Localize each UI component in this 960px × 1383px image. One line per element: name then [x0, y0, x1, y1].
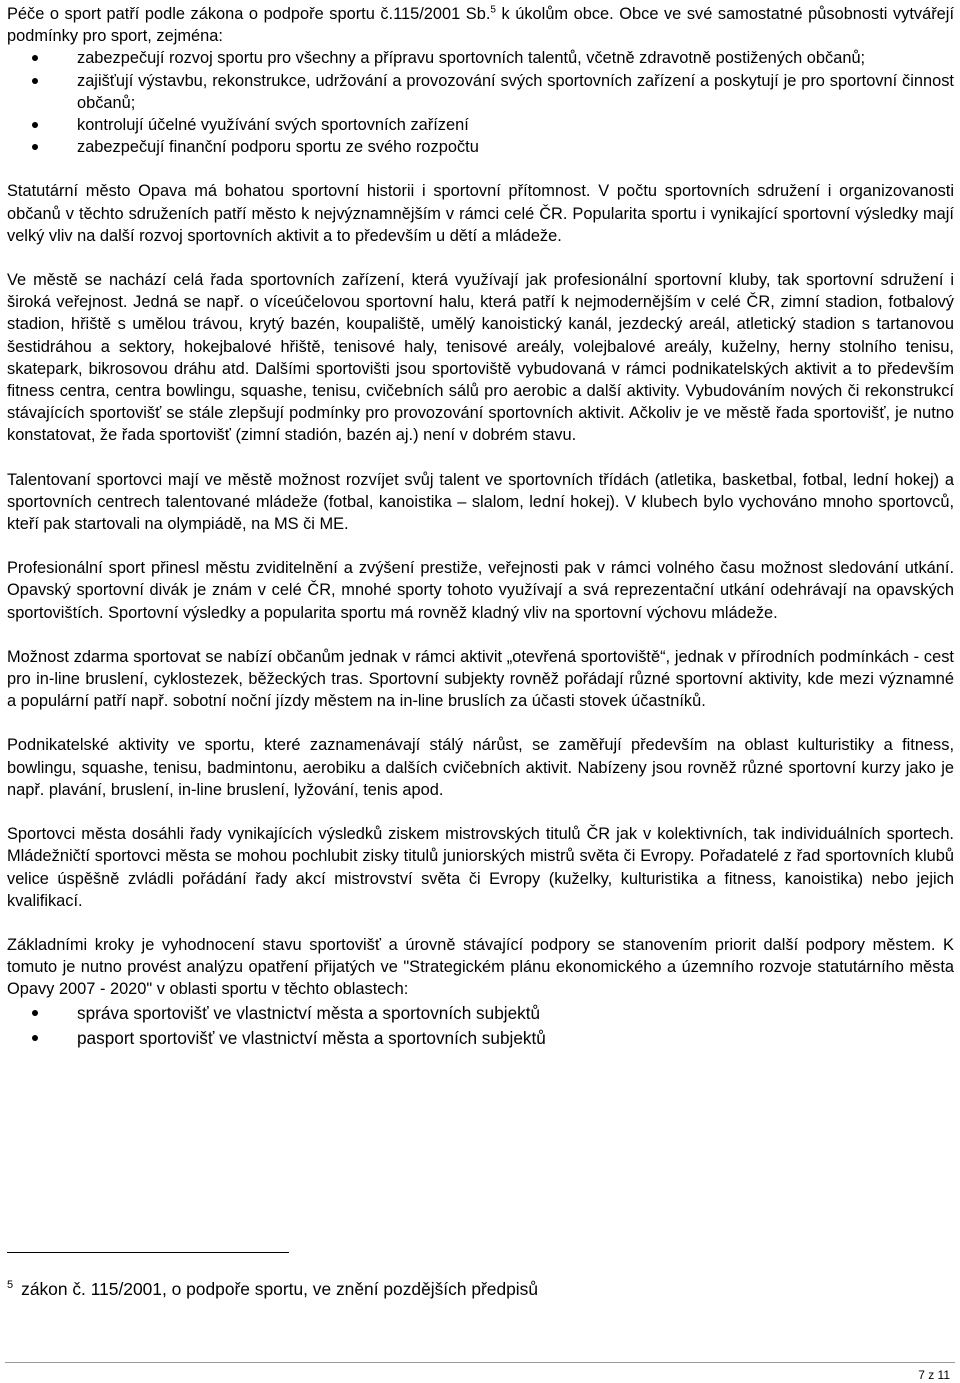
paragraph-spacer [7, 447, 954, 469]
bullet-icon [32, 122, 38, 128]
footer-divider [5, 1362, 955, 1363]
paragraph-history: Statutární město Opava má bohatou sportovní historii i sportovní přítomnost. V počtu sportovních sdružení i organizovanosti občanů v těchto sdruženích patří město k nejvýznamnějším v rámci celé ČR. Popularita sportu i vynikající sportovní výsledky mají velký vliv na další rozvoj sportovních aktivit a to především u dětí a mládeže. [7, 182, 954, 245]
list-item [7, 1026, 954, 1051]
list-item-text: zabezpečují finanční podporu sportu ze svého rozpočtu [77, 138, 479, 157]
bullet-icon [32, 144, 38, 150]
document-page [7, 0, 954, 1051]
footnote-divider [7, 1252, 289, 1253]
list-item-text: zabezpečují rozvoj sportu pro všechny a přípravu sportovních talentů, včetně zdravotně postižených občanů; [77, 49, 866, 68]
areas-list [7, 1001, 954, 1051]
list-item [7, 47, 954, 69]
footnote [7, 1278, 538, 1300]
paragraph-spacer [7, 624, 954, 646]
page-number: 7 z 11 [918, 1368, 950, 1382]
paragraph-results: Sportovci města dosáhli řady vynikajících výsledků ziskem mistrovských titulů ČR jak v kolektivních, tak individuálních sportech. Mládežničtí sportovci města se mohou pochlubit zisky titulů juniorských mistrů světa či Evropy. Pořadatelé z řad sportovních klubů velice úspěšně zvládli pořádání řady akcí mistrovství světa či Evropy (kuželky, kulturistika a fitness, kanoistika) nebo jejich kvalifikací. [7, 825, 954, 910]
intro-text-start: Péče o sport patří podle zákona o podpoře sportu č.115/2001 Sb. [7, 5, 491, 23]
list-item [7, 136, 954, 158]
paragraph-spacer [7, 535, 954, 557]
paragraph-spacer [7, 712, 954, 734]
list-item-text: správa sportovišť ve vlastnictví města a sportovních subjektů [77, 1002, 541, 1023]
bullet-icon [32, 1010, 38, 1016]
paragraph-free-sport: Možnost zdarma sportovat se nabízí občanům jednak v rámci aktivit „otevřená sportoviště“, jednak v přírodních podmínkách - cest pro in-line bruslení, cyklostezek, běžeckých tras. Sportovní subjekty rovněž pořádají různé sportovní aktivity, kde mezi významné a populární patří např. sobotní noční jízdy městem na in-line bruslích za účasti stovek účastníků. [7, 647, 954, 711]
footnote-text: zákon č. 115/2001, o podpoře sportu, ve znění pozdějších předpisů [21, 1279, 539, 1299]
paragraph-spacer [7, 247, 954, 269]
paragraph-steps: Základními kroky je vyhodnocení stavu sportovišť a úrovně stávající podpory se stanovením priorit další podpory městem. K tomuto je nutno provést analýzu opatření přijatých ve "Strategickém plánu ekonomického a územního rozvoje statutárního města Opavy 2007 - 2020" v oblasti sportu v těchto oblastech: [7, 935, 954, 999]
footnote-reference: 5 [490, 4, 496, 16]
bullet-icon [32, 78, 38, 84]
paragraph-spacer [7, 801, 954, 823]
bullet-icon [32, 55, 38, 61]
paragraph-talents: Talentovaní sportovci mají ve městě možnost rozvíjet svůj talent ve sportovních třídách (atletika, basketbal, fotbal, lední hokej) a sportovních centrech talentované mládeže (fotbal, kanoistika – slalom, lední hokej). V klubech bylo vychováno mnoho sportovců, kteří pak startovali na olympiádě, na MS či ME. [7, 470, 954, 534]
list-item [7, 114, 954, 136]
intro-paragraph [7, 3, 954, 47]
bullet-icon [32, 1035, 38, 1041]
paragraph-business: Podnikatelské aktivity ve sportu, které zaznamenávají stálý nárůst, se zaměřují především na oblast kulturistiky a fitness, bowlingu, squashe, tenisu, badmintonu, aerobiku a dalších cvičebních aktivit. Nabízeny jsou rovněž různé sportovní kurzy jako je např. plavání, bruslení, in-line bruslení, lyžování, tenis apod. [7, 736, 954, 799]
intro-text-end: k úkolům obce. Obce ve své samostatné působnosti vytvářejí podmínky pro sport, zejména: [7, 5, 954, 46]
list-item [7, 70, 954, 114]
duties-list [7, 47, 954, 158]
paragraph-spacer [7, 912, 954, 934]
footnote-number: 5 [7, 1279, 14, 1292]
paragraph-professional-sport: Profesionální sport přinesl městu zviditelnění a zvýšení prestiže, veřejnosti pak v rámci volného času možnost sledování utkání. Opavský sportovní divák je znám v celé ČR, mnohé sporty tohoto využívají a svá reprezentační utkání odehrávají na opavských sportovištích. Sportovní výsledky a popularita sportu má rovněž kladný vliv na sportovní výchovu mládeže. [7, 559, 954, 622]
paragraph-spacer [7, 158, 954, 180]
list-item-text: kontrolují účelné využívání svých sportovních zařízení [77, 116, 469, 135]
list-item [7, 1001, 954, 1026]
list-item-text: pasport sportovišť ve vlastnictví města a sportovních subjektů [77, 1027, 546, 1048]
list-item-text: zajišťují výstavbu, rekonstrukce, udržování a provozování svých sportovních zařízení a poskytují je pro sportovní činnost občanů; [77, 71, 954, 112]
paragraph-facilities: Ve městě se nachází celá řada sportovních zařízení, která využívají jak profesionální sportovní kluby, tak sportovní sdružení i široká veřejnost. Jedná se např. o víceúčelovou sportovní halu, která patří k nejmodernějším v celé ČR, zimní stadion, fotbalový stadion, hřiště s umělou trávou, krytý bazén, koupaliště, umělý kanoistický kanál, jezdecký areál, atletický stadion s tartanovou šestidráhou a sektory, hokejbalové hřiště, tenisové haly, tenisové areály, volejbalové areály, kuželny, herny stolního tenisu, skatepark, bikrosovou dráhu atd. Dalšími sportovišti jsou sportoviště vybudovaná v rámci podnikatelských aktivit a to především fitness centra, centra bowlingu, squashe, tenisu, cvičebních sálů pro aerobic a další aktivity. Vybudováním nových či rekonstrukcí stávajících sportovišť se stále zlepšují podmínky pro provozování sportovních aktivit. Ačkoliv je ve městě řada sportovišť, je nutno konstatovat, že řada sportovišť (zimní stadión, bazén aj.) není v dobrém stavu. [7, 271, 954, 445]
